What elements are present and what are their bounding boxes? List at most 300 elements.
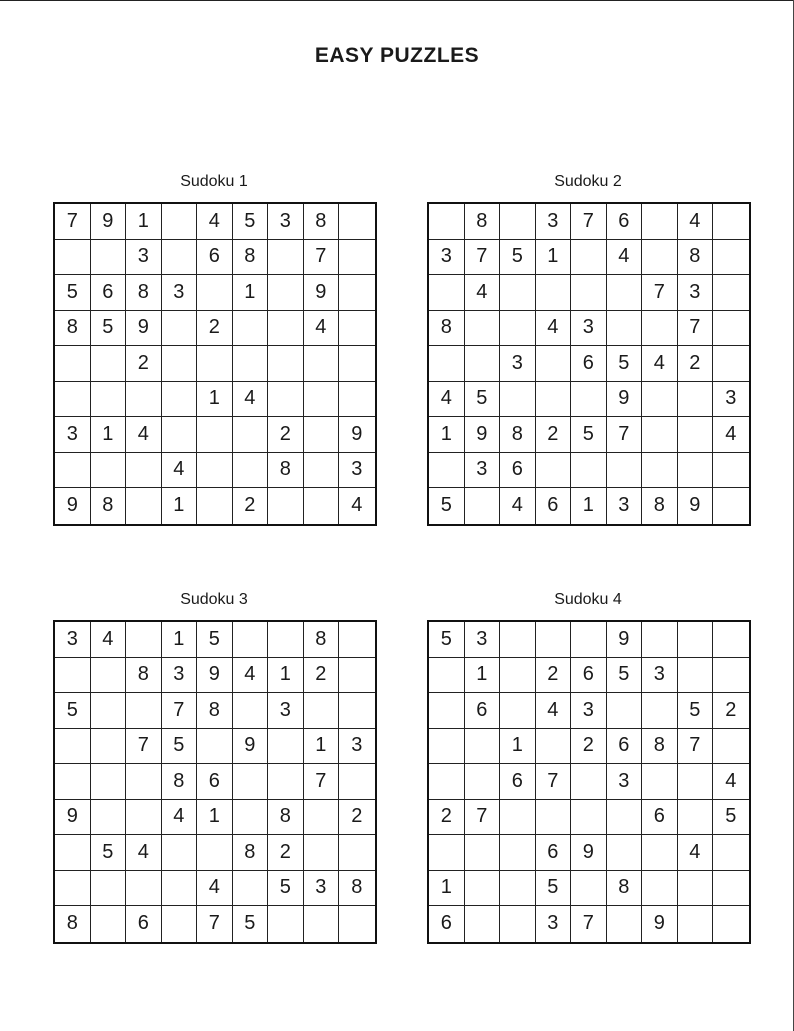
sudoku-cell[interactable]: 5	[571, 417, 607, 453]
sudoku-cell[interactable]: 9	[642, 906, 678, 942]
sudoku-cell[interactable]	[713, 275, 749, 311]
sudoku-cell[interactable]: 2	[268, 835, 304, 871]
sudoku-cell[interactable]	[465, 488, 501, 524]
sudoku-cell[interactable]: 5	[713, 800, 749, 836]
sudoku-cell[interactable]: 7	[197, 906, 233, 942]
sudoku-cell[interactable]	[536, 729, 572, 765]
sudoku-cell[interactable]	[500, 835, 536, 871]
sudoku-cell[interactable]	[197, 453, 233, 489]
sudoku-cell[interactable]: 1	[162, 622, 198, 658]
sudoku-cell[interactable]: 9	[55, 488, 91, 524]
sudoku-cell[interactable]: 7	[678, 311, 714, 347]
sudoku-cell[interactable]	[55, 658, 91, 694]
sudoku-cell[interactable]	[536, 800, 572, 836]
sudoku-cell[interactable]	[500, 800, 536, 836]
sudoku-cell[interactable]	[339, 658, 375, 694]
sudoku-cell[interactable]	[304, 453, 340, 489]
sudoku-cell[interactable]: 4	[536, 693, 572, 729]
sudoku-cell[interactable]	[500, 275, 536, 311]
sudoku-cell[interactable]	[713, 835, 749, 871]
sudoku-cell[interactable]: 8	[607, 871, 643, 907]
sudoku-cell[interactable]	[55, 835, 91, 871]
sudoku-cell[interactable]	[55, 240, 91, 276]
sudoku-cell[interactable]	[339, 906, 375, 942]
sudoku-cell[interactable]: 8	[642, 488, 678, 524]
sudoku-cell[interactable]	[304, 693, 340, 729]
sudoku-cell[interactable]	[268, 382, 304, 418]
sudoku-cell[interactable]	[571, 275, 607, 311]
sudoku-cell[interactable]: 4	[126, 835, 162, 871]
sudoku-cell[interactable]	[197, 346, 233, 382]
sudoku-cell[interactable]	[642, 871, 678, 907]
sudoku-cell[interactable]	[339, 346, 375, 382]
sudoku-cell[interactable]: 5	[162, 729, 198, 765]
sudoku-cell[interactable]: 1	[197, 800, 233, 836]
sudoku-cell[interactable]	[233, 764, 269, 800]
sudoku-cell[interactable]	[429, 453, 465, 489]
sudoku-cell[interactable]	[571, 240, 607, 276]
sudoku-cell[interactable]	[642, 311, 678, 347]
sudoku-cell[interactable]	[500, 906, 536, 942]
sudoku-cell[interactable]	[91, 871, 127, 907]
sudoku-cell[interactable]	[91, 453, 127, 489]
sudoku-cell[interactable]: 2	[536, 417, 572, 453]
sudoku-cell[interactable]: 7	[571, 204, 607, 240]
sudoku-cell[interactable]: 9	[571, 835, 607, 871]
sudoku-cell[interactable]	[678, 800, 714, 836]
sudoku-cell[interactable]: 1	[268, 658, 304, 694]
sudoku-cell[interactable]	[91, 382, 127, 418]
sudoku-cell[interactable]: 8	[55, 906, 91, 942]
sudoku-cell[interactable]: 9	[339, 417, 375, 453]
sudoku-cell[interactable]	[197, 275, 233, 311]
sudoku-cell[interactable]: 9	[607, 382, 643, 418]
sudoku-cell[interactable]	[304, 417, 340, 453]
sudoku-cell[interactable]: 3	[162, 658, 198, 694]
sudoku-cell[interactable]	[678, 417, 714, 453]
sudoku-cell[interactable]	[642, 453, 678, 489]
sudoku-cell[interactable]	[162, 346, 198, 382]
sudoku-cell[interactable]	[55, 729, 91, 765]
sudoku-cell[interactable]	[536, 453, 572, 489]
sudoku-cell[interactable]	[126, 871, 162, 907]
sudoku-cell[interactable]	[162, 240, 198, 276]
sudoku-cell[interactable]: 3	[536, 906, 572, 942]
sudoku-cell[interactable]: 1	[571, 488, 607, 524]
sudoku-cell[interactable]: 3	[339, 729, 375, 765]
sudoku-cell[interactable]	[713, 658, 749, 694]
sudoku-cell[interactable]	[268, 622, 304, 658]
sudoku-cell[interactable]	[500, 382, 536, 418]
sudoku-cell[interactable]	[607, 800, 643, 836]
sudoku-cell[interactable]	[607, 693, 643, 729]
sudoku-cell[interactable]: 4	[233, 382, 269, 418]
sudoku-cell[interactable]: 4	[713, 417, 749, 453]
sudoku-cell[interactable]: 5	[55, 693, 91, 729]
sudoku-cell[interactable]	[678, 658, 714, 694]
sudoku-cell[interactable]: 8	[339, 871, 375, 907]
sudoku-cell[interactable]: 7	[465, 240, 501, 276]
sudoku-cell[interactable]: 4	[500, 488, 536, 524]
sudoku-cell[interactable]: 7	[126, 729, 162, 765]
sudoku-cell[interactable]: 4	[126, 417, 162, 453]
sudoku-cell[interactable]: 8	[55, 311, 91, 347]
sudoku-cell[interactable]	[607, 275, 643, 311]
sudoku-cell[interactable]: 4	[304, 311, 340, 347]
sudoku-cell[interactable]	[713, 453, 749, 489]
sudoku-cell[interactable]: 4	[197, 204, 233, 240]
sudoku-cell[interactable]	[465, 906, 501, 942]
sudoku-cell[interactable]: 6	[91, 275, 127, 311]
sudoku-cell[interactable]	[91, 658, 127, 694]
sudoku-cell[interactable]: 4	[713, 764, 749, 800]
sudoku-cell[interactable]: 2	[126, 346, 162, 382]
sudoku-cell[interactable]: 3	[607, 764, 643, 800]
sudoku-cell[interactable]: 4	[91, 622, 127, 658]
sudoku-cell[interactable]	[536, 622, 572, 658]
sudoku-cell[interactable]: 5	[197, 622, 233, 658]
sudoku-cell[interactable]	[571, 871, 607, 907]
sudoku-cell[interactable]: 5	[607, 658, 643, 694]
sudoku-cell[interactable]: 1	[197, 382, 233, 418]
sudoku-cell[interactable]	[339, 311, 375, 347]
sudoku-cell[interactable]	[339, 204, 375, 240]
sudoku-cell[interactable]: 2	[429, 800, 465, 836]
sudoku-cell[interactable]	[126, 693, 162, 729]
sudoku-cell[interactable]: 3	[339, 453, 375, 489]
sudoku-cell[interactable]: 3	[536, 204, 572, 240]
sudoku-cell[interactable]	[429, 764, 465, 800]
sudoku-cell[interactable]	[268, 488, 304, 524]
sudoku-cell[interactable]: 1	[500, 729, 536, 765]
sudoku-cell[interactable]: 5	[91, 835, 127, 871]
sudoku-cell[interactable]	[233, 622, 269, 658]
sudoku-cell[interactable]	[55, 382, 91, 418]
sudoku-cell[interactable]: 7	[304, 764, 340, 800]
sudoku-cell[interactable]: 9	[607, 622, 643, 658]
sudoku-cell[interactable]: 3	[607, 488, 643, 524]
sudoku-cell[interactable]	[607, 906, 643, 942]
sudoku-cell[interactable]: 5	[429, 488, 465, 524]
sudoku-cell[interactable]: 7	[607, 417, 643, 453]
sudoku-cell[interactable]: 6	[500, 764, 536, 800]
sudoku-cell[interactable]	[91, 906, 127, 942]
sudoku-cell[interactable]	[713, 871, 749, 907]
sudoku-cell[interactable]	[607, 311, 643, 347]
sudoku-cell[interactable]	[713, 240, 749, 276]
sudoku-cell[interactable]	[713, 488, 749, 524]
sudoku-cell[interactable]	[465, 311, 501, 347]
sudoku-cell[interactable]	[126, 800, 162, 836]
sudoku-cell[interactable]	[162, 417, 198, 453]
sudoku-cell[interactable]	[55, 871, 91, 907]
sudoku-cell[interactable]	[571, 382, 607, 418]
sudoku-cell[interactable]	[233, 346, 269, 382]
sudoku-cell[interactable]: 8	[126, 658, 162, 694]
sudoku-cell[interactable]: 6	[197, 764, 233, 800]
sudoku-cell[interactable]: 8	[162, 764, 198, 800]
sudoku-cell[interactable]	[91, 693, 127, 729]
sudoku-cell[interactable]: 8	[678, 240, 714, 276]
sudoku-cell[interactable]: 8	[642, 729, 678, 765]
sudoku-cell[interactable]: 6	[429, 906, 465, 942]
sudoku-cell[interactable]	[339, 693, 375, 729]
sudoku-cell[interactable]	[233, 311, 269, 347]
sudoku-cell[interactable]	[465, 729, 501, 765]
sudoku-cell[interactable]	[304, 382, 340, 418]
sudoku-cell[interactable]: 9	[678, 488, 714, 524]
sudoku-cell[interactable]: 8	[500, 417, 536, 453]
sudoku-cell[interactable]: 7	[162, 693, 198, 729]
sudoku-cell[interactable]	[713, 311, 749, 347]
sudoku-cell[interactable]: 9	[197, 658, 233, 694]
sudoku-cell[interactable]: 8	[268, 453, 304, 489]
sudoku-cell[interactable]: 4	[162, 800, 198, 836]
sudoku-cell[interactable]: 3	[465, 622, 501, 658]
sudoku-cell[interactable]	[536, 275, 572, 311]
sudoku-cell[interactable]: 5	[607, 346, 643, 382]
sudoku-cell[interactable]	[268, 906, 304, 942]
sudoku-cell[interactable]	[162, 382, 198, 418]
sudoku-cell[interactable]: 8	[465, 204, 501, 240]
sudoku-cell[interactable]: 8	[197, 693, 233, 729]
sudoku-cell[interactable]: 8	[304, 622, 340, 658]
sudoku-cell[interactable]: 2	[571, 729, 607, 765]
sudoku-cell[interactable]: 3	[429, 240, 465, 276]
sudoku-cell[interactable]	[713, 622, 749, 658]
sudoku-cell[interactable]: 4	[465, 275, 501, 311]
sudoku-cell[interactable]	[571, 622, 607, 658]
sudoku-cell[interactable]	[500, 693, 536, 729]
sudoku-cell[interactable]	[197, 417, 233, 453]
sudoku-cell[interactable]	[162, 871, 198, 907]
sudoku-cell[interactable]	[500, 658, 536, 694]
sudoku-cell[interactable]: 2	[678, 346, 714, 382]
sudoku-cell[interactable]	[91, 729, 127, 765]
sudoku-cell[interactable]: 3	[713, 382, 749, 418]
sudoku-cell[interactable]: 7	[465, 800, 501, 836]
sudoku-cell[interactable]	[500, 311, 536, 347]
sudoku-cell[interactable]	[429, 693, 465, 729]
sudoku-cell[interactable]	[571, 764, 607, 800]
sudoku-cell[interactable]: 2	[304, 658, 340, 694]
sudoku-cell[interactable]	[268, 764, 304, 800]
sudoku-cell[interactable]	[642, 764, 678, 800]
sudoku-cell[interactable]: 8	[126, 275, 162, 311]
sudoku-cell[interactable]	[91, 800, 127, 836]
sudoku-cell[interactable]	[233, 871, 269, 907]
sudoku-cell[interactable]: 2	[713, 693, 749, 729]
sudoku-cell[interactable]: 8	[233, 835, 269, 871]
sudoku-cell[interactable]: 6	[500, 453, 536, 489]
sudoku-cell[interactable]	[465, 764, 501, 800]
sudoku-cell[interactable]: 6	[126, 906, 162, 942]
sudoku-cell[interactable]	[500, 204, 536, 240]
sudoku-cell[interactable]: 4	[642, 346, 678, 382]
sudoku-cell[interactable]	[536, 382, 572, 418]
sudoku-cell[interactable]: 3	[678, 275, 714, 311]
sudoku-cell[interactable]: 4	[536, 311, 572, 347]
sudoku-cell[interactable]	[268, 729, 304, 765]
sudoku-cell[interactable]: 1	[465, 658, 501, 694]
sudoku-cell[interactable]: 3	[268, 693, 304, 729]
sudoku-cell[interactable]	[642, 240, 678, 276]
sudoku-cell[interactable]: 2	[339, 800, 375, 836]
sudoku-cell[interactable]: 4	[351, 494, 363, 517]
sudoku-cell[interactable]	[126, 764, 162, 800]
sudoku-cell[interactable]	[339, 275, 375, 311]
sudoku-cell[interactable]: 3	[465, 453, 501, 489]
sudoku-cell[interactable]	[55, 764, 91, 800]
sudoku-cell[interactable]	[642, 622, 678, 658]
sudoku-cell[interactable]	[268, 311, 304, 347]
sudoku-cell[interactable]	[55, 453, 91, 489]
sudoku-cell[interactable]	[713, 906, 749, 942]
sudoku-cell[interactable]	[642, 382, 678, 418]
sudoku-cell[interactable]: 7	[642, 275, 678, 311]
sudoku-cell[interactable]	[713, 729, 749, 765]
sudoku-cell[interactable]: 3	[126, 240, 162, 276]
sudoku-cell[interactable]	[268, 346, 304, 382]
sudoku-cell[interactable]: 6	[642, 800, 678, 836]
sudoku-cell[interactable]	[536, 346, 572, 382]
sudoku-cell[interactable]	[607, 453, 643, 489]
sudoku-cell[interactable]	[304, 835, 340, 871]
sudoku-cell[interactable]	[162, 311, 198, 347]
sudoku-cell[interactable]: 1	[233, 275, 269, 311]
sudoku-cell[interactable]	[91, 346, 127, 382]
sudoku-cell[interactable]	[233, 417, 269, 453]
sudoku-cell[interactable]: 3	[571, 693, 607, 729]
sudoku-cell[interactable]	[304, 800, 340, 836]
sudoku-cell[interactable]: 9	[233, 729, 269, 765]
sudoku-cell[interactable]	[678, 453, 714, 489]
sudoku-cell[interactable]: 3	[642, 658, 678, 694]
sudoku-cell[interactable]: 3	[55, 622, 91, 658]
sudoku-cell[interactable]: 4	[162, 453, 198, 489]
sudoku-cell[interactable]	[713, 204, 749, 240]
sudoku-cell[interactable]: 7	[678, 729, 714, 765]
sudoku-cell[interactable]: 1	[91, 417, 127, 453]
sudoku-cell[interactable]	[678, 906, 714, 942]
sudoku-cell[interactable]: 3	[304, 871, 340, 907]
sudoku-cell[interactable]: 1	[126, 204, 162, 240]
sudoku-cell[interactable]: 9	[91, 204, 127, 240]
sudoku-cell[interactable]: 6	[571, 658, 607, 694]
sudoku-cell[interactable]: 5	[536, 871, 572, 907]
sudoku-cell[interactable]	[233, 800, 269, 836]
sudoku-cell[interactable]: 3	[571, 311, 607, 347]
sudoku-cell[interactable]: 5	[465, 382, 501, 418]
sudoku-cell[interactable]	[429, 658, 465, 694]
sudoku-cell[interactable]: 3	[268, 204, 304, 240]
sudoku-cell[interactable]	[304, 346, 340, 382]
sudoku-cell[interactable]: 7	[536, 764, 572, 800]
sudoku-cell[interactable]	[91, 764, 127, 800]
sudoku-cell[interactable]: 5	[233, 204, 269, 240]
sudoku-cell[interactable]: 5	[678, 693, 714, 729]
sudoku-cell[interactable]	[465, 346, 501, 382]
sudoku-cell[interactable]	[571, 800, 607, 836]
sudoku-cell[interactable]: 6	[607, 729, 643, 765]
sudoku-cell[interactable]	[197, 729, 233, 765]
sudoku-cell[interactable]: 6	[571, 346, 607, 382]
sudoku-cell[interactable]	[233, 453, 269, 489]
sudoku-cell[interactable]: 5	[91, 311, 127, 347]
sudoku-cell[interactable]	[126, 622, 162, 658]
sudoku-cell[interactable]	[429, 835, 465, 871]
sudoku-cell[interactable]: 1	[162, 488, 198, 524]
sudoku-cell[interactable]	[339, 764, 375, 800]
sudoku-cell[interactable]: 6	[536, 835, 572, 871]
sudoku-cell[interactable]: 6	[607, 204, 643, 240]
sudoku-cell[interactable]	[642, 204, 678, 240]
sudoku-cell[interactable]	[429, 729, 465, 765]
sudoku-cell[interactable]: 4	[678, 835, 714, 871]
sudoku-cell[interactable]	[268, 275, 304, 311]
sudoku-cell[interactable]	[126, 488, 162, 524]
sudoku-cell[interactable]: 7	[304, 240, 340, 276]
sudoku-cell[interactable]: 5	[268, 871, 304, 907]
sudoku-cell[interactable]	[642, 693, 678, 729]
sudoku-cell[interactable]: 1	[304, 729, 340, 765]
sudoku-cell[interactable]	[607, 835, 643, 871]
sudoku-cell[interactable]: 6	[197, 240, 233, 276]
sudoku-cell[interactable]	[500, 871, 536, 907]
sudoku-cell[interactable]	[233, 693, 269, 729]
sudoku-cell[interactable]	[571, 453, 607, 489]
sudoku-cell[interactable]: 2	[197, 311, 233, 347]
sudoku-cell[interactable]: 9	[465, 417, 501, 453]
sudoku-cell[interactable]	[465, 835, 501, 871]
sudoku-cell[interactable]	[429, 275, 465, 311]
sudoku-cell[interactable]	[339, 382, 375, 418]
sudoku-cell[interactable]: 7	[55, 204, 91, 240]
sudoku-cell[interactable]: 4	[678, 204, 714, 240]
sudoku-cell[interactable]	[678, 871, 714, 907]
sudoku-cell[interactable]	[678, 764, 714, 800]
sudoku-cell[interactable]	[339, 240, 375, 276]
sudoku-cell[interactable]: 5	[429, 622, 465, 658]
sudoku-cell[interactable]	[465, 871, 501, 907]
sudoku-cell[interactable]: 8	[91, 488, 127, 524]
sudoku-cell[interactable]: 1	[429, 417, 465, 453]
sudoku-cell[interactable]	[429, 346, 465, 382]
sudoku-cell[interactable]: 4	[429, 382, 465, 418]
sudoku-cell[interactable]: 4	[607, 240, 643, 276]
sudoku-cell[interactable]: 8	[233, 240, 269, 276]
sudoku-cell[interactable]	[304, 906, 340, 942]
sudoku-cell[interactable]	[126, 453, 162, 489]
sudoku-cell[interactable]	[162, 204, 198, 240]
sudoku-cell[interactable]: 2	[233, 488, 269, 524]
sudoku-cell[interactable]	[197, 488, 233, 524]
sudoku-cell[interactable]	[55, 346, 91, 382]
sudoku-cell[interactable]: 9	[126, 311, 162, 347]
sudoku-cell[interactable]: 1	[536, 240, 572, 276]
sudoku-cell[interactable]	[162, 906, 198, 942]
sudoku-cell[interactable]: 8	[268, 800, 304, 836]
sudoku-cell[interactable]	[429, 204, 465, 240]
sudoku-cell[interactable]	[642, 835, 678, 871]
sudoku-cell[interactable]	[197, 835, 233, 871]
sudoku-cell[interactable]: 5	[500, 240, 536, 276]
sudoku-cell[interactable]	[268, 240, 304, 276]
sudoku-cell[interactable]	[678, 382, 714, 418]
sudoku-cell[interactable]	[126, 382, 162, 418]
sudoku-cell[interactable]: 3	[500, 346, 536, 382]
sudoku-cell[interactable]: 6	[465, 693, 501, 729]
